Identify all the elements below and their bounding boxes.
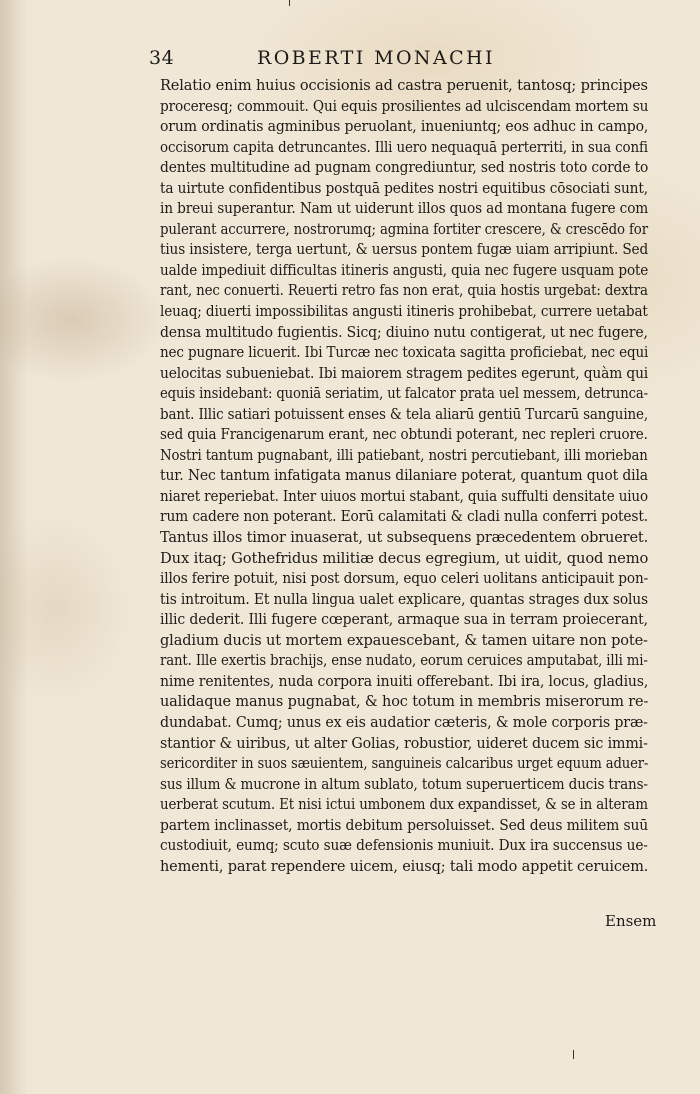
text-line: tius insistere, terga uertunt, & uersus pontem fugæ uiam arripiunt. Sed: [160, 240, 649, 259]
running-head: ROBERTI MONACHI: [257, 47, 495, 69]
text-line: rant. Ille exertis brachijs, ense nudato, eorum ceruices amputabat, illi mi-: [160, 651, 648, 670]
text-line: tur. Nec tantum infatigata manus dilaniare poterat, quantum quot dila: [160, 466, 648, 485]
body-text: [160, 75, 650, 876]
text-line: occisorum capita detruncantes. Illi uero nequaquā perterriti, in sua confi: [160, 137, 648, 156]
text-line: Tantus illos timor inuaserat, ut subsequens præcedentem obrueret.: [160, 528, 649, 547]
text-line: orum ordinatis agminibus peruolant, inueniuntq; eos adhuc in campo,: [160, 117, 649, 136]
text-line: densa multitudo fugientis. Sicq; diuino nutu contigerat, ut nec fugere,: [160, 322, 648, 341]
page-edge-mark: [289, 0, 290, 6]
text-line: tis introitum. Et nulla lingua ualet explicare, quantas strages dux solus: [160, 589, 649, 608]
text-line: equis insidebant: quoniā seriatim, ut falcator prata uel messem, detrunca-: [160, 384, 648, 403]
text-line: niaret reperiebat. Inter uiuos mortui stabant, quia suffulti densitate uiuo: [160, 486, 648, 505]
page-number: 34: [149, 47, 175, 69]
text-line: in breui superantur. Nam ut uiderunt illos quos ad montana fugere com: [160, 199, 649, 218]
text-line: Relatio enim huius occisionis ad castra peruenit, tantosq; principes: [160, 76, 648, 94]
text-line: nime renitentes, nuda corpora inuiti offerebant. Ibi ira, locus, gladius,: [160, 671, 649, 690]
text-line: dundabat. Cumq; unus ex eis audatior cæteris, & mole corporis præ-: [160, 712, 648, 731]
text-line: rant, nec conuerti. Reuerti retro fas non erat, quia hostis urgebat: dextra: [160, 281, 648, 300]
text-line: dentes multitudine ad pugnam congrediuntur, sed nostris toto corde to: [160, 158, 649, 177]
text-line: ta uirtute confidentibus postquā pedites nostri equitibus cōsociati sunt,: [160, 178, 648, 197]
text-line: ualidaque manus pugnabat, & hoc totum in membris miserorum re-: [160, 692, 649, 711]
text-line: proceresq; commouit. Qui equis prosilientes ad ulciscendam mortem su: [160, 96, 649, 115]
text-line: sed quia Francigenarum erant, nec obtundi poterant, nec repleri cruore.: [160, 425, 648, 444]
text-line: stantior & uiribus, ut alter Golias, robustior, uideret ducem sic immi-: [160, 733, 648, 752]
text-line: illos ferire potuit, nisi post dorsum, equo celeri uolitans anticipauit pon-: [160, 569, 649, 588]
text-line: sus illum & mucrone in altum sublato, totum superuerticem ducis trans-: [160, 774, 648, 793]
catchword: Ensem: [605, 912, 657, 930]
text-line: sericorditer in suos sæuientem, sanguineis calcaribus urget equum aduer-: [160, 754, 649, 773]
text-line: Dux itaq; Gothefridus militiæ decus egregium, ut uidit, quod nemo: [160, 548, 649, 567]
text-line: hementi, parat rependere uicem, eiusq; tali modo appetit ceruicem.: [160, 856, 649, 875]
text-line: gladium ducis ut mortem expauescebant, & tamen uitare non pote-: [160, 630, 648, 649]
text-line: Nostri tantum pugnabant, illi patiebant, nostri percutiebant, illi morieban: [160, 445, 648, 464]
text-line: nec pugnare licuerit. Ibi Turcæ nec toxicata sagitta proficiebat, nec equi: [160, 343, 649, 362]
page-edge-mark: [573, 1050, 574, 1059]
text-line: leuaq; diuerti impossibilitas angusti itineris prohibebat, currere uetabat: [160, 302, 648, 321]
text-line: partem inclinasset, mortis debitum persoluisset. Sed deus militem suū: [160, 815, 649, 834]
text-line: rum cadere non poterant. Eorū calamitati & cladi nulla conferri potest.: [160, 507, 648, 526]
text-line: uerberat scutum. Et nisi ictui umbonem dux expandisset, & se in alteram: [160, 795, 648, 814]
text-line: pulerant accurrere, nostrorumq; agmina fortiter crescere, & crescēdo for: [160, 219, 648, 238]
text-line: uelocitas subueniebat. Ibi maiorem stragem pedites egerunt, quàm qui: [160, 363, 649, 382]
text-line: custodiuit, eumq; scuto suæ defensionis muniuit. Dux ira succensus ue-: [160, 836, 648, 855]
page-header: [149, 47, 659, 71]
text-line: illic dederit. Illi fugere cœperant, armaque sua in terram proiecerant,: [160, 610, 648, 629]
text-line: bant. Illic satiari potuissent enses & tela aliarū gentiū Turcarū sanguine,: [160, 404, 648, 423]
text-line: ualde impediuit difficultas itineris angusti, quia nec fugere usquam pote: [160, 260, 649, 279]
